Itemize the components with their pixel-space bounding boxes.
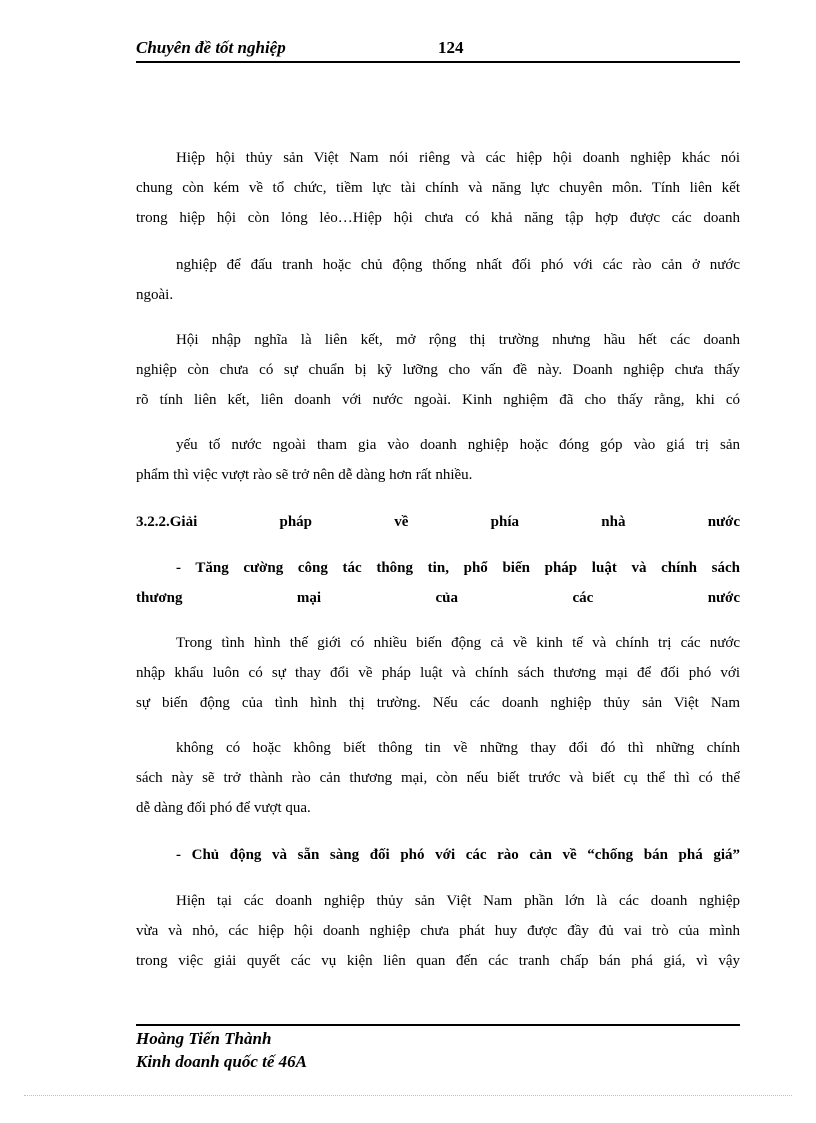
subheading-line: - Chủ động và sẵn sàng đối phó với các rào cản về “chống bán phá giá”	[176, 847, 740, 863]
subheading-word: thương	[136, 590, 183, 606]
body-line: nhập khẩu luôn có sự thay đổi về pháp luật và chính sách thương mại để đối phó với	[136, 665, 740, 681]
body-line: Hiện tại các doanh nghiệp thủy sản Việt Nam phần lớn là các doanh nghiệp	[176, 893, 740, 909]
subheading-word: nước	[707, 590, 740, 606]
body-line: ngoài.	[136, 287, 174, 303]
body-line: rõ tính liên kết, liên doanh với nước ngoài. Kinh nghiệm đã cho thấy rằng, khi có	[136, 392, 740, 408]
body-line: chung còn kém về tổ chức, tiềm lực tài chính và năng lực chuyên môn. Tính liên kết	[136, 180, 740, 196]
body-line: Trong tình hình thế giới có nhiều biến động cả về kinh tế và chính trị các nước	[176, 635, 740, 651]
subheading-line: - Tăng cường công tác thông tin, phổ biến pháp luật và chính sách	[176, 560, 740, 576]
page-number: 124	[438, 38, 464, 57]
header-title: Chuyên đề tốt nghiệp	[136, 38, 286, 57]
heading-word: pháp	[279, 514, 313, 530]
heading-word: nước	[707, 514, 740, 530]
heading-word: về	[394, 514, 409, 530]
footer-author: Hoàng Tiến Thành	[136, 1029, 272, 1048]
header-rule	[136, 61, 740, 63]
body-line: yếu tố nước ngoài tham gia vào doanh nghiệp hoặc đóng góp vào giá trị sản	[176, 437, 740, 453]
body-line: trong việc giải quyết các vụ kiện liên quan đến các tranh chấp bán phá giá, vì vậy	[136, 953, 740, 969]
subheading-word: mại	[296, 590, 322, 606]
footer-rule	[136, 1024, 740, 1026]
footer-class: Kinh doanh quốc tế 46A	[136, 1052, 307, 1071]
body-line: không có hoặc không biết thông tin về những thay đổi đó thì những chính	[176, 740, 740, 756]
subheading-word: các	[572, 590, 594, 606]
body-line: dễ dàng đối phó để vượt qua.	[136, 800, 311, 816]
heading-word: 3.2.2.Giải	[136, 514, 198, 530]
subheading-line	[136, 589, 740, 607]
body-line: vừa và nhỏ, các hiệp hội doanh nghiệp chưa phát huy được đầy đủ vai trò của mình	[136, 923, 740, 939]
page-bottom-border	[24, 1095, 792, 1096]
body-line: Hội nhập nghĩa là liên kết, mở rộng thị trường nhưng hầu hết các doanh	[176, 332, 740, 348]
body-line: trong hiệp hội còn lỏng lẻo…Hiệp hội chưa có khả năng tập hợp được các doanh	[136, 210, 740, 226]
heading-word: phía	[490, 514, 520, 530]
body-line: sách này sẽ trở thành rào cản thương mại, còn nếu biết trước và biết cụ thể thì có thể	[136, 770, 740, 786]
subheading-word: của	[435, 590, 459, 606]
body-line: nghiệp còn chưa có sự chuẩn bị kỹ lưỡng cho vấn đề này. Doanh nghiệp chưa thấy	[136, 362, 740, 378]
heading-word: nhà	[601, 514, 626, 530]
section-heading	[136, 513, 740, 531]
body-line: nghiệp để đấu tranh hoặc chủ động thống nhất đối phó với các rào cản ở nước	[176, 257, 740, 273]
body-line: Hiệp hội thủy sản Việt Nam nói riêng và các hiệp hội doanh nghiệp khác nói	[176, 150, 740, 166]
body-line: sự biến động của tình hình thị trường. Nếu các doanh nghiệp thủy sản Việt Nam	[136, 695, 740, 711]
body-line: phẩm thì việc vượt rào sẽ trở nên dễ dàng hơn rất nhiều.	[136, 467, 473, 483]
